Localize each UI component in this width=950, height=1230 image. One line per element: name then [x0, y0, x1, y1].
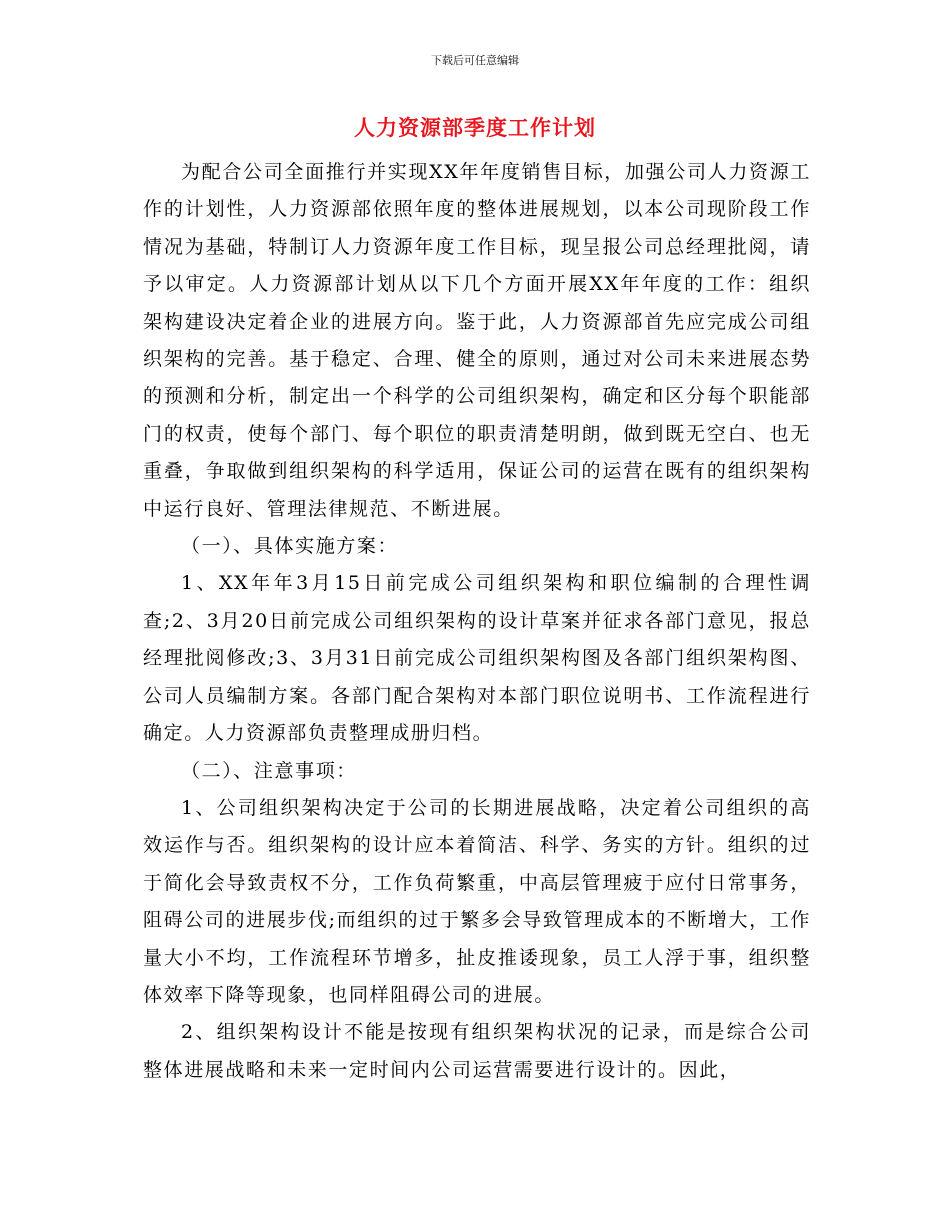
section-heading-notes: （二）、注意事项：: [181, 759, 357, 782]
paragraph-note-2: 2、组织架构设计不能是按现有组织架构状况的记录，而是综合公司整体进展战略和未来一定时间内公司运营需要进行设计的。因此，: [143, 1021, 811, 1081]
header-note: 下载后可任意编辑: [431, 54, 519, 67]
paragraph-intro: 为配合公司全面推行并实现XX年年度销售目标，加强公司人力资源工作的计划性，人力资源部依照年度的整体进展规划，以本公司现阶段工作情况为基础，特制订人力资源年度工作目标，现呈报公司总经理批阅，请予以审定。人力资源部计划从以下几个方面开展XX年年度的工作：组织架构建设决定着企业的进展方向。鉴于此，人力资源部首先应完成公司组织架构的完善。基于稳定、合理、健全的原则，通过对公司未来进展态势的预测和分析，制定出一个科学的公司组织架构，确定和区分每个职能部门的权责，使每个部门、每个职位的职责清楚明朗，做到既无空白、也无重叠，争取做到组织架构的科学适用，保证公司的运营在既有的组织架构中运行良好、管理法律规范、不断进展。: [143, 161, 811, 520]
paragraph-implementation-steps: 1、XX年年3月15日前完成公司组织架构和职位编制的合理性调查;2、3月20日前完成公司组织架构的设计草案并征求各部门意见，报总经理批阅修改;3、3月31日前完成公司组织架构图及各部门组织架构图、公司人员编制方案。各部门配合架构对本部门职位说明书、工作流程进行确定。人力资源部负责整理成册归档。: [143, 572, 811, 745]
document-body: [143, 154, 811, 1089]
section-heading-implementation: （一）、具体实施方案：: [181, 535, 399, 558]
document-title: 人力资源部季度工作计划: [354, 115, 596, 140]
paragraph-note-1: 1、公司组织架构决定于公司的长期进展战略，决定着公司组织的高效运作与否。组织架构的设计应本着简洁、科学、务实的方针。组织的过于简化会导致责权不分，工作负荷繁重，中高层管理疲于应付日常事务，阻碍公司的进展步伐;而组织的过于繁多会导致管理成本的不断增大，工作量大小不均，工作流程环节增多，扯皮推诿现象，员工人浮于事，组织整体效率下降等现象，也同样阻碍公司的进展。: [143, 796, 811, 1006]
